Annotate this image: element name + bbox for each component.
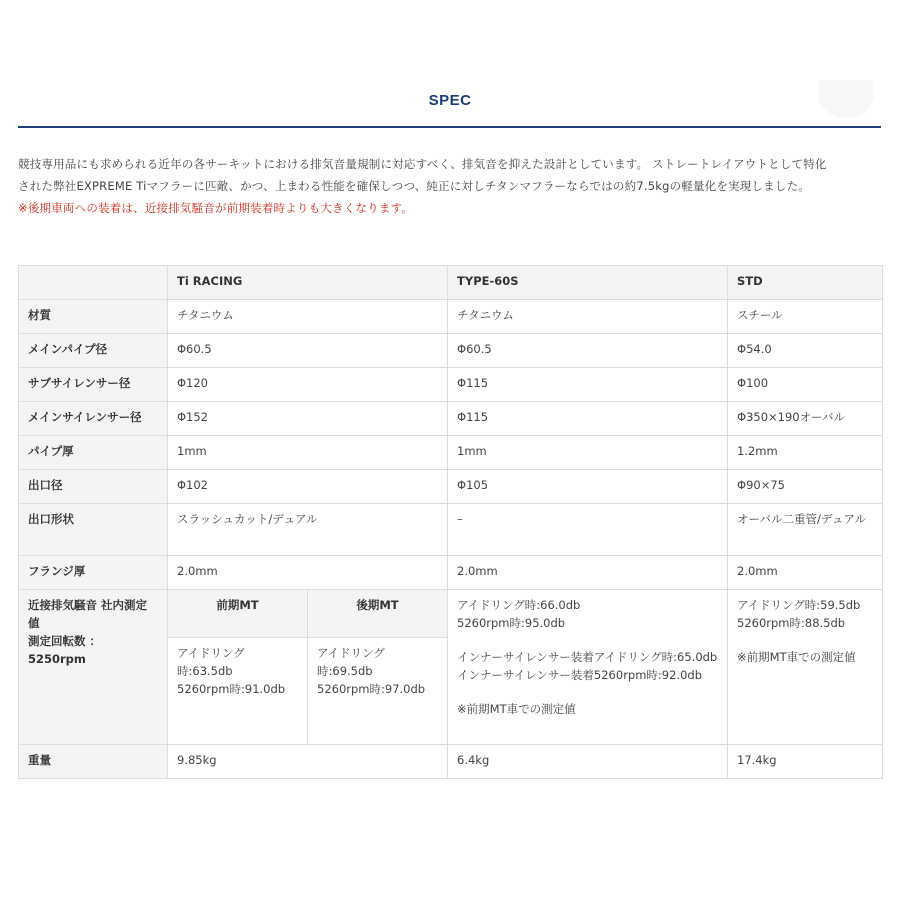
cell-value: 9.85kg (168, 745, 448, 779)
row-label: パイプ厚 (19, 436, 168, 470)
decorative-tab (818, 80, 874, 118)
cell-value: 2.0mm (168, 556, 448, 590)
noise-row (19, 590, 883, 638)
table-header-row (19, 266, 883, 300)
late-idle: アイドリング時:69.5db (317, 646, 385, 678)
type60s-rpm: 5260rpm時:95.0db (457, 616, 566, 630)
cell-value: 2.0mm (448, 556, 728, 590)
cell-value: チタニウム (168, 300, 448, 334)
cell-value: Φ90×75 (728, 470, 883, 504)
noise-label-line-1: 近接排気騒音 社内測定値 (28, 598, 148, 630)
table-row (19, 436, 883, 470)
std-idle: アイドリング時:59.5db (737, 598, 861, 612)
cell-value: Φ105 (448, 470, 728, 504)
table-row (19, 556, 883, 590)
cell-value: Φ60.5 (168, 334, 448, 368)
cell-value: Φ120 (168, 368, 448, 402)
cell-value: Φ100 (728, 368, 883, 402)
column-header-ti-racing: Ti RACING (168, 266, 448, 300)
late-mt-values (308, 638, 448, 745)
type60s-idle: アイドリング時:66.0db (457, 598, 581, 612)
type60s-inner-idle: インナーサイレンサー装着アイドリング時:65.0db (457, 650, 718, 664)
table-row (19, 300, 883, 334)
cell-value: Φ350×190オーバル (728, 402, 883, 436)
cell-value: Φ115 (448, 402, 728, 436)
late-rpm: 5260rpm時:97.0db (317, 682, 426, 696)
column-header-std: STD (728, 266, 883, 300)
row-label: メインサイレンサー径 (19, 402, 168, 436)
column-header-type-60s: TYPE-60S (448, 266, 728, 300)
type60s-inner-rpm: インナーサイレンサー装着5260rpm時:92.0db (457, 668, 702, 682)
row-label: 材質 (19, 300, 168, 334)
cell-value: Φ102 (168, 470, 448, 504)
cell-value: Φ60.5 (448, 334, 728, 368)
type60s-noise-cell (448, 590, 728, 745)
table-row (19, 368, 883, 402)
std-rpm: 5260rpm時:88.5db (737, 616, 846, 630)
std-note: ※前期MT車での測定値 (737, 650, 856, 664)
cell-value: 1mm (448, 436, 728, 470)
intro-text (18, 153, 886, 219)
cell-value: – (448, 504, 728, 556)
cell-value: チタニウム (448, 300, 728, 334)
cell-value: Φ54.0 (728, 334, 883, 368)
table-row (19, 334, 883, 368)
early-mt-values (168, 638, 308, 745)
table-row (19, 504, 883, 556)
intro-line-1: 競技専用品にも求められる近年の各サーキットにおける排気音量規制に対応すべく、排気音を抑えた設計としています。 ストレートレイアウトとして特化 (18, 157, 827, 171)
table-row (19, 745, 883, 779)
cell-value: 2.0mm (728, 556, 883, 590)
cell-value: 17.4kg (728, 745, 883, 779)
row-label: 出口形状 (19, 504, 168, 556)
cell-value: Φ115 (448, 368, 728, 402)
noise-label-line-2: 測定回転数 ： 5250rpm (28, 634, 102, 666)
title-divider (18, 126, 881, 128)
row-label: 出口径 (19, 470, 168, 504)
cell-value: オーバル二重管/デュアル (728, 504, 883, 556)
cell-value: 6.4kg (448, 745, 728, 779)
early-idle: アイドリング時:63.5db (177, 646, 245, 678)
late-mt-header: 後期MT (308, 590, 448, 638)
early-rpm: 5260rpm時:91.0db (177, 682, 286, 696)
cell-value: スラッシュカット/デュアル (168, 504, 448, 556)
row-label: サブサイレンサー径 (19, 368, 168, 402)
std-noise-cell (728, 590, 883, 745)
row-label: 重量 (19, 745, 168, 779)
cell-value: 1.2mm (728, 436, 883, 470)
header-blank (19, 266, 168, 300)
cell-value: スチール (728, 300, 883, 334)
cell-value: 1mm (168, 436, 448, 470)
noise-row-label (19, 590, 168, 745)
intro-warning: ※後期車両への装着は、近接排気騒音が前期装着時よりも大きくなります。 (18, 201, 414, 215)
early-mt-header: 前期MT (168, 590, 308, 638)
table-row (19, 470, 883, 504)
row-label: フランジ厚 (19, 556, 168, 590)
intro-line-2: された弊社EXPREME Tiマフラーに匹敵、かつ、上まわる性能を確保しつつ、純正に対しチタンマフラーならではの約7.5kgの軽量化を実現しました。 (18, 179, 810, 193)
section-title: SPEC (428, 92, 472, 109)
spec-table (18, 265, 883, 779)
cell-value: Φ152 (168, 402, 448, 436)
table-row (19, 402, 883, 436)
row-label: メインパイプ径 (19, 334, 168, 368)
type60s-note: ※前期MT車での測定値 (457, 702, 576, 716)
